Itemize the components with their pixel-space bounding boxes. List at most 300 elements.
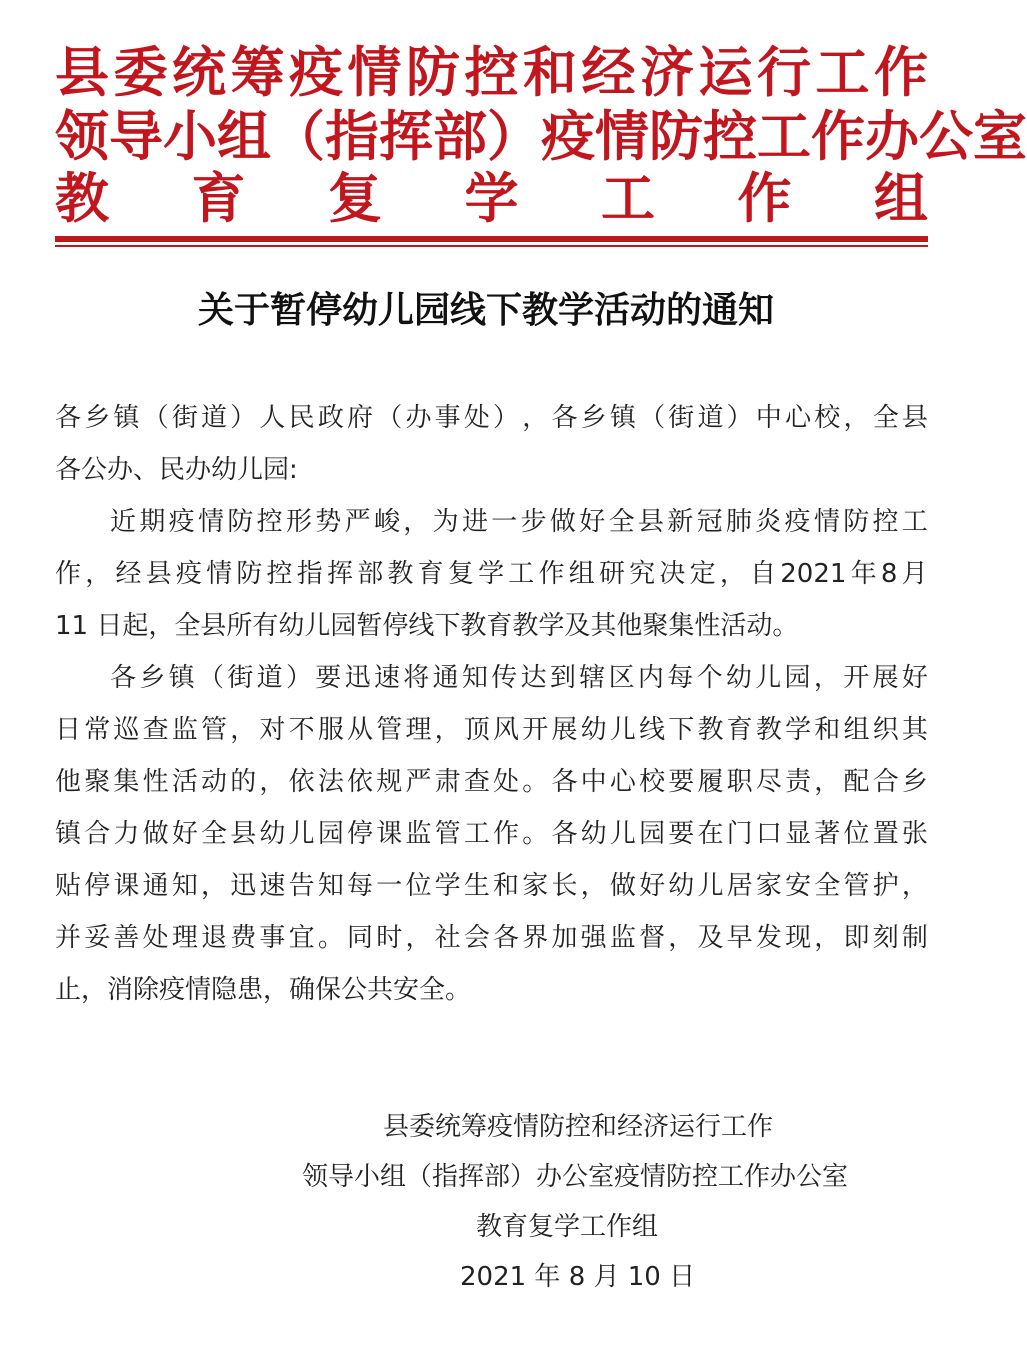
glyph: 督 (639, 923, 666, 953)
glyph: 幼 (580, 819, 607, 849)
glyph: 近 (110, 507, 137, 537)
glyph: 动 (201, 767, 228, 797)
glyph: 作 (737, 166, 792, 230)
glyph: 停 (84, 871, 111, 901)
glyph: 对 (259, 715, 286, 745)
glyph: 即 (843, 923, 870, 953)
glyph: 监 (405, 819, 432, 849)
glyph: 工 (901, 507, 928, 537)
glyph: 开 (522, 715, 549, 745)
glyph: 乡 (84, 403, 111, 433)
glyph: 园 (784, 663, 811, 693)
glyph: 生 (463, 871, 490, 901)
glyph: 镇 (55, 819, 82, 849)
glyph: 一 (376, 871, 403, 901)
glyph: （ (376, 403, 403, 433)
glyph: ， (813, 663, 840, 693)
glyph: ， (719, 559, 746, 589)
glyph: 退 (201, 923, 228, 953)
glyph: 迅 (230, 871, 257, 901)
glyph: 到 (549, 663, 576, 693)
glyph: 儿 (697, 871, 724, 901)
glyph: 公 (919, 104, 973, 168)
glyph: 告 (288, 871, 315, 901)
glyph: 究 (629, 559, 656, 589)
glyph: ） (487, 104, 541, 168)
glyph: 性 (142, 767, 169, 797)
glyph: 宜 (288, 923, 315, 953)
body-line (55, 756, 928, 808)
glyph: 合 (84, 819, 111, 849)
glyph: ） (726, 403, 753, 433)
glyph: 传 (491, 663, 518, 693)
glyph: 下 (668, 715, 695, 745)
glyph: ） (230, 403, 257, 433)
glyph: 府 (347, 403, 374, 433)
glyph: 峻 (373, 507, 400, 537)
glyph: 组 (568, 559, 595, 589)
glyph: 定 (689, 559, 716, 589)
glyph: 疫 (168, 507, 195, 537)
glyph: 理 (171, 923, 198, 953)
glyph: 工 (757, 104, 811, 168)
paragraph-2 (55, 652, 928, 1016)
glyph: ） (285, 663, 312, 693)
glyph: 及 (697, 923, 724, 953)
glyph: 。 (522, 767, 549, 797)
glyph: 县 (901, 403, 928, 433)
glyph: 好 (171, 819, 198, 849)
glyph: （ (271, 104, 325, 168)
glyph: 做 (549, 507, 576, 537)
glyph: 个 (696, 663, 723, 693)
glyph: 步 (520, 507, 547, 537)
header-line-3 (55, 166, 928, 230)
glyph: ， (85, 559, 112, 589)
glyph: 尽 (755, 767, 782, 797)
glyph: 乡 (139, 663, 166, 693)
glyph: 刻 (872, 923, 899, 953)
glyph: 教 (755, 715, 782, 745)
glyph: 儿 (609, 715, 636, 745)
glyph: 内 (637, 663, 664, 693)
glyph: 控 (256, 507, 283, 537)
body-line (55, 548, 928, 600)
glyph: 行 (757, 40, 811, 104)
glyph: 达 (520, 663, 547, 693)
glyph: 会 (463, 923, 490, 953)
glyph: 人 (259, 403, 286, 433)
glyph: 幼 (259, 819, 286, 849)
glyph: 全 (201, 819, 228, 849)
glyph: 处 (493, 767, 520, 797)
body-line: 止，消除疫情隐患，确保公共安全。 (55, 975, 472, 1005)
glyph: 炎 (755, 507, 782, 537)
glyph: 道 (697, 403, 724, 433)
glyph: 管 (843, 871, 870, 901)
glyph: 统 (172, 40, 226, 104)
glyph: 组 (217, 104, 271, 168)
glyph: 各 (551, 767, 578, 797)
glyph: 通 (432, 663, 459, 693)
glyph: 知 (171, 871, 198, 901)
glyph: 中 (755, 403, 782, 433)
glyph: 展 (551, 715, 578, 745)
glyph: 好 (639, 871, 666, 901)
glyph: 乡 (580, 403, 607, 433)
glyph: 情 (197, 507, 224, 537)
glyph: 处 (463, 403, 490, 433)
glyph: 他 (55, 767, 82, 797)
glyph: 事 (434, 403, 461, 433)
glyph: 防 (236, 559, 263, 589)
glyph: 位 (405, 871, 432, 901)
glyph: 控 (266, 559, 293, 589)
glyph: 情 (206, 559, 233, 589)
body-line: 各公办、民办幼儿园: (55, 455, 298, 485)
glyph: 在 (697, 819, 724, 849)
glyph: 教 (387, 559, 414, 589)
glyph: 管 (434, 819, 461, 849)
glyph: 县 (55, 40, 109, 104)
header-rule-thick (55, 236, 928, 242)
glyph: 教 (697, 715, 724, 745)
glyph: 各 (110, 663, 137, 693)
glyph: 研 (598, 559, 625, 589)
glyph: 运 (698, 40, 753, 104)
body-line (55, 652, 928, 704)
glyph: 制 (901, 923, 928, 953)
glyph: 通 (142, 871, 169, 901)
glyph: 巡 (113, 715, 140, 745)
body-line (55, 496, 928, 548)
glyph: 全 (608, 507, 635, 537)
glyph: 课 (376, 819, 403, 849)
glyph: ， (434, 715, 461, 745)
glyph: 查 (142, 715, 169, 745)
glyph: 其 (901, 715, 928, 745)
glyph: 导 (109, 104, 163, 168)
body-line: 11 日起，全县所有幼儿园暂停线下教育教学及其他聚集性活动。 (55, 611, 799, 641)
glyph: 法 (317, 767, 344, 797)
glyph: 护 (872, 871, 899, 901)
glyph: ， (201, 871, 228, 901)
glyph: 要 (315, 663, 342, 693)
glyph: 办 (405, 403, 432, 433)
glyph: 经 (115, 559, 142, 589)
glyph: 情 (595, 104, 649, 168)
glyph: 冠 (696, 507, 723, 537)
glyph: ， (403, 507, 430, 537)
signature-date: 2021 年 8 月 10 日 (460, 1262, 696, 1292)
glyph: 责 (785, 767, 812, 797)
glyph: 家 (755, 871, 782, 901)
glyph: 学 (785, 715, 812, 745)
glyph: 严 (344, 507, 371, 537)
glyph: ， (814, 923, 841, 953)
glyph: 不 (288, 715, 315, 745)
glyph: 服 (317, 715, 344, 745)
paragraph-1 (55, 496, 928, 652)
glyph: 道 (201, 403, 228, 433)
glyph: 织 (872, 715, 899, 745)
glyph: 安 (785, 871, 812, 901)
glyph: 筹 (230, 40, 285, 104)
glyph: 配 (843, 767, 870, 797)
glyph: 查 (463, 767, 490, 797)
glyph: 集 (113, 767, 140, 797)
glyph: 迅 (344, 663, 371, 693)
glyph: 早 (726, 923, 753, 953)
glyph: 好 (901, 663, 928, 693)
glyph: 要 (668, 767, 695, 797)
signature-line-2: 领导小组（指挥部）办公室疫情防控工作办公室 (302, 1162, 849, 1192)
signature-line-1: 县委统筹疫情防控和经济运行工作 (383, 1112, 774, 1142)
glyph: 校 (814, 403, 841, 433)
glyph: 张 (901, 819, 928, 849)
glyph: 作 (874, 40, 928, 104)
glyph: 县 (230, 819, 257, 849)
glyph: 为 (432, 507, 459, 537)
glyph: 同 (347, 923, 374, 953)
glyph: 门 (726, 819, 753, 849)
notice-title: 关于暂停幼儿园线下教学活动的通知 (197, 289, 774, 331)
notice-body (55, 392, 928, 1016)
glyph: 费 (230, 923, 257, 953)
glyph: 理 (405, 715, 432, 745)
glyph: 中 (580, 767, 607, 797)
glyph: 界 (522, 923, 549, 953)
glyph: 经 (581, 40, 636, 104)
glyph: 儿 (609, 819, 636, 849)
glyph: 全 (814, 871, 841, 901)
glyph: 管 (376, 715, 403, 745)
glyph: 现 (785, 923, 812, 953)
glyph: 一 (491, 507, 518, 537)
glyph: ， (580, 871, 607, 901)
glyph: 乡 (901, 767, 928, 797)
glyph: 区 (608, 663, 635, 693)
glyph: 各 (551, 403, 578, 433)
glyph: 道 (256, 663, 283, 693)
glyph: 决 (659, 559, 686, 589)
glyph: 复 (447, 559, 474, 589)
glyph: 防 (843, 507, 870, 537)
glyph: 知 (317, 871, 344, 901)
glyph: 政 (317, 403, 344, 433)
glyph: 顶 (463, 715, 490, 745)
glyph: 街 (668, 403, 695, 433)
body-line (55, 704, 928, 756)
glyph: 形 (285, 507, 312, 537)
glyph: 将 (403, 663, 430, 693)
glyph: 疫 (175, 559, 202, 589)
glyph: 园 (317, 819, 344, 849)
glyph: 展 (872, 663, 899, 693)
body-line (55, 912, 928, 964)
header-line-2 (55, 104, 1027, 168)
glyph: 挥 (326, 559, 353, 589)
glyph: 作 (538, 559, 565, 589)
glyph: 活 (171, 767, 198, 797)
glyph: 风 (493, 715, 520, 745)
glyph: ， (230, 715, 257, 745)
glyph: 置 (872, 819, 899, 849)
header-line-1 (55, 40, 928, 104)
glyph: 速 (373, 663, 400, 693)
glyph: 幼 (725, 663, 752, 693)
glyph: 。 (522, 819, 549, 849)
glyph: 和 (523, 40, 577, 104)
glyph: 肃 (434, 767, 461, 797)
glyph: 镇 (113, 403, 140, 433)
glyph: 控 (464, 40, 519, 104)
glyph: 加 (551, 923, 578, 953)
glyph: ， (522, 403, 549, 433)
glyph: 各 (55, 403, 82, 433)
glyph: 幼 (580, 715, 607, 745)
glyph: 监 (171, 715, 198, 745)
glyph: 规 (376, 767, 403, 797)
glyph: 每 (347, 871, 374, 901)
glyph: 新 (667, 507, 694, 537)
glyph: 善 (113, 923, 140, 953)
glyph: 幼 (668, 871, 695, 901)
glyph: 街 (227, 663, 254, 693)
glyph: 做 (142, 819, 169, 849)
glyph: 知 (461, 663, 488, 693)
glyph: 儿 (288, 819, 315, 849)
glyph: 严 (405, 767, 432, 797)
glyph: 贴 (55, 871, 82, 901)
glyph: 镇 (609, 403, 636, 433)
glyph: 从 (347, 715, 374, 745)
glyph: 教 (55, 166, 109, 230)
glyph: 居 (726, 871, 753, 901)
glyph: 儿 (755, 663, 782, 693)
glyph: 心 (609, 767, 636, 797)
glyph: 事 (259, 923, 286, 953)
glyph: 各 (551, 819, 578, 849)
glyph: 各 (493, 923, 520, 953)
glyph: ， (405, 923, 432, 953)
glyph: ， (259, 767, 286, 797)
glyph: 疫 (541, 104, 595, 168)
glyph: 的 (230, 767, 257, 797)
glyph: 并 (55, 923, 82, 953)
glyph: 防 (227, 507, 254, 537)
glyph: （ (197, 663, 224, 693)
glyph: 履 (697, 767, 724, 797)
glyph: 指 (296, 559, 323, 589)
glyph: 学 (478, 559, 505, 589)
glyph: 学 (464, 166, 519, 230)
glyph: 组 (874, 166, 928, 230)
glyph: 指 (325, 104, 379, 168)
glyph: 速 (259, 871, 286, 901)
glyph: 校 (639, 767, 666, 797)
glyph: （ (142, 403, 169, 433)
glyph: 防 (406, 40, 460, 104)
glyph: 作 (493, 819, 520, 849)
glyph: 作 (811, 104, 865, 168)
glyph: 聚 (84, 767, 111, 797)
glyph: 学 (434, 871, 461, 901)
glyph: 每 (667, 663, 694, 693)
glyph: 处 (142, 923, 169, 953)
glyph: 家 (522, 871, 549, 901)
glyph: 疫 (784, 507, 811, 537)
header-rule-thin (55, 245, 928, 247)
glyph: 复 (328, 166, 382, 230)
glyph: 合 (872, 767, 899, 797)
glyph: 情 (347, 40, 402, 104)
glyph: 控 (703, 104, 757, 168)
glyph: 办 (865, 104, 919, 168)
glyph: 管 (201, 715, 228, 745)
glyph: 位 (843, 819, 870, 849)
glyph: 全 (872, 403, 899, 433)
glyph: 育 (191, 166, 246, 230)
glyph: 镇 (168, 663, 195, 693)
glyph: 县 (637, 507, 664, 537)
glyph: 社 (434, 923, 461, 953)
glyph: 济 (640, 40, 694, 104)
glyph: 月 (901, 559, 928, 589)
glyph: 育 (726, 715, 753, 745)
glyph: 要 (668, 819, 695, 849)
glyph: ， (901, 871, 928, 901)
glyph: 强 (580, 923, 607, 953)
glyph: 开 (843, 663, 870, 693)
signature-line-3: 教育复学工作组 (476, 1212, 659, 1242)
glyph: 势 (315, 507, 342, 537)
glyph: 课 (113, 871, 140, 901)
glyph: 职 (726, 767, 753, 797)
glyph: 自 (750, 559, 777, 589)
body-line (55, 860, 928, 912)
glyph: ， (843, 403, 870, 433)
glyph: 线 (639, 715, 666, 745)
glyph: 长 (551, 871, 578, 901)
glyph: ） (493, 403, 520, 433)
glyph: 期 (139, 507, 166, 537)
glyph: ， (814, 767, 841, 797)
glyph: 心 (785, 403, 812, 433)
glyph: 组 (843, 715, 870, 745)
glyph: 发 (755, 923, 782, 953)
glyph: 著 (814, 819, 841, 849)
glyph: 园 (639, 819, 666, 849)
glyph: 作 (55, 559, 82, 589)
glyph: 时 (376, 923, 403, 953)
glyph: 控 (872, 507, 899, 537)
glyph: 依 (288, 767, 315, 797)
glyph: 辖 (579, 663, 606, 693)
glyph: （ (639, 403, 666, 433)
glyph: 挥 (379, 104, 433, 168)
glyph: 日 (55, 715, 82, 745)
body-line (55, 392, 928, 444)
glyph: ， (668, 923, 695, 953)
glyph: 民 (288, 403, 315, 433)
glyph: 育 (417, 559, 444, 589)
glyph: 妥 (84, 923, 111, 953)
glyph: 县 (145, 559, 172, 589)
glyph: 进 (461, 507, 488, 537)
glyph: 肺 (725, 507, 752, 537)
glyph: 显 (785, 819, 812, 849)
